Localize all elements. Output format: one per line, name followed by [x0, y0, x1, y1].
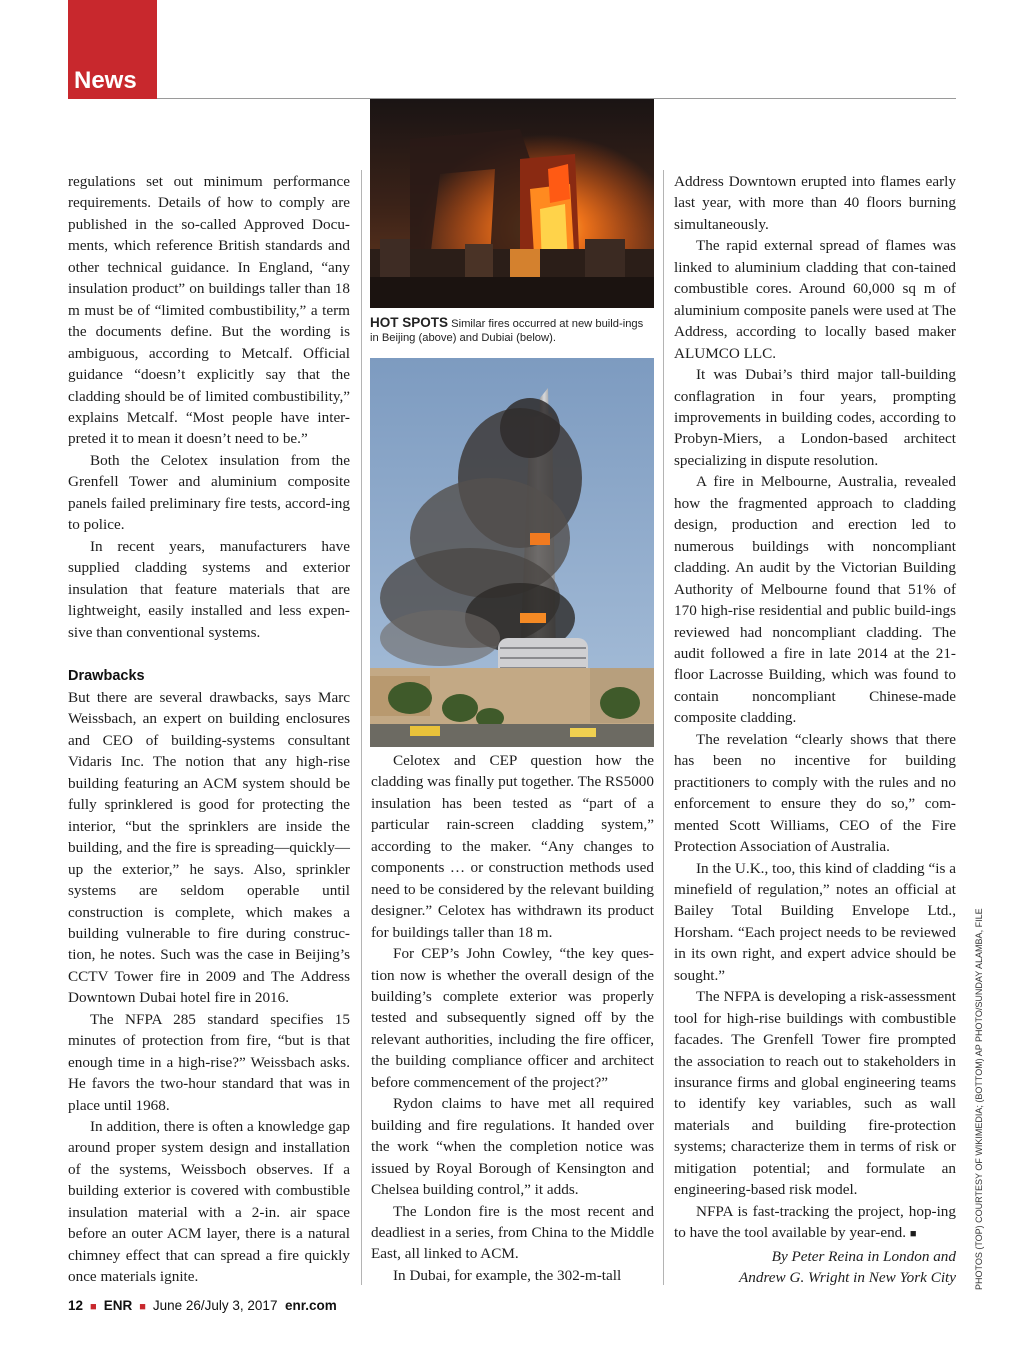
page-footer [68, 1298, 337, 1313]
paragraph: A fire in Melbourne, Australia, revealed how the fragmented approach to cladding design, production and erection led to numerous buildings with noncompliant cladding. An audit by the Victorian Building Authority of Melbourne found that 51% of 170 high-rise residential and public build-ings reviewed had noncompliant cladding. The audit followed a fire in late 2014 at the 21-floor Lacrosse Building, which was found to contain noncompliant Chinese-made composite cladding. [674, 473, 956, 727]
page-number: 12 [68, 1298, 84, 1313]
separator-icon: ■ [139, 1301, 146, 1313]
paragraph: In Dubai, for example, the 302-m-tall [393, 1266, 622, 1284]
paragraph: regulations set out minimum performance requirements. Details of how to comply are published in the so-called Approved Docu-ments, which reference British standards and other technical guidance. In England, “any insulation product” on buildings taller than 18 m must be of “limited combustibility,” a term the documents define. But the wording is ambiguous, according to Metcalf. Official guidance “doesn’t explicitly say that the cladding should be of limited combustibility,” explains Metcalf. “Most people have inter-preted it to mean it doesn’t need to be.” [68, 173, 350, 448]
paragraph: The revelation “clearly shows that there has been no incentive for building practitioners to comply with the rules and no enforcement to ensure they do so,” com-mented Scott Williams, CEO of the Fire Protection Association of Australia. [674, 730, 956, 856]
byline: Andrew G. Wright in New York City [739, 1269, 956, 1287]
magazine-name: ENR [103, 1298, 133, 1313]
end-mark-icon: ■ [909, 1228, 917, 1241]
paragraph: In recent years, manufacturers have supplied cladding systems and exterior insulation that feature materials that are lightweight, easily installed and less expen-sive than conventional systems. [68, 537, 350, 641]
paragraph: Celotex and CEP question how the cladding was finally put together. The RS5000 insulation has been tested as “part of a particular rain-screen cladding system,” according to the maker. “Any changes to components … or construction methods used need to be considered by the relevant building designer.” Celotex has withdrawn its product for buildings taller than 18 m. [371, 752, 654, 941]
paragraph: Rydon claims to have met all required building and fire regulations. It handed over the work “when the completion notice was issued by Royal Borough of Kensington and Chelsea building control,” it adds. [371, 1095, 654, 1199]
photo-credit: PHOTOS (TOP) COURTESY OF WIKIMEDIA; (BOTTOM) AP PHOTO/SUNDAY ALAMBA, FILE [974, 908, 984, 1290]
caption-text: Similar fires occurred at new build-ings in Beijing (above) and Dubiai (below). [370, 318, 644, 344]
paragraph: Both the Celotex insulation from the Grenfell Tower and aluminium composite panels failed preliminary fire tests, accord-ing to police. [68, 451, 350, 534]
paragraph: But there are several drawbacks, says Marc Weissbach, an expert on building enclosures and CEO of building-systems consultant Vidaris Inc. The notion that any high-rise building featuring an ACM system should be fully sprinklered is good for protecting the interior, “but the sprinklers are inside the building, and the fire is spreading—quickly—up the exterior,” he says. Also, sprinkler systems are seldom operable until construction is complete, which makes a building vulnerable to fire during construc-tion, he notes. Such was the case in Beijing’s CCTV Tower fire in 2009 and The Address Downtown Dubai hotel fire in 2016. [68, 688, 350, 1007]
issue-date: June 26/July 3, 2017 [152, 1298, 278, 1313]
caption-label: HOT SPOTS [370, 315, 449, 330]
article-column-3 [674, 171, 956, 1289]
paragraph: In addition, there is often a knowledge gap around proper system design and installation of the systems, Weissboch observes. If a building exterior is covered with combustible insulation material with a 2-in. air space before an outer ACM layer, there is a natural chimney effect that can spread a fire quickly once materials ignite. [68, 1118, 350, 1286]
paragraph: Address Downtown erupted into flames early last year, with more than 40 floors burning simultaneously. [674, 173, 956, 233]
byline: By Peter Reina in London and [771, 1247, 956, 1265]
column-divider [663, 170, 664, 1285]
paragraph: The London fire is the most recent and deadliest in a series, from China to the Middle East, all linked to ACM. [371, 1202, 654, 1263]
paragraph: The rapid external spread of flames was linked to aluminium cladding that con-tained combustible cores. Around 60,000 sq m of aluminium composite panels were used at The Address, according to locally based maker ALUMCO LLC. [674, 237, 956, 362]
article-column-2 [371, 750, 654, 1286]
section-tab [68, 0, 157, 99]
separator-icon: ■ [90, 1301, 97, 1313]
article-column-1 [68, 171, 350, 1288]
website: enr.com [284, 1298, 337, 1313]
paragraph [674, 1201, 956, 1246]
subhead: Drawbacks [68, 667, 145, 684]
section-label: News [74, 67, 137, 94]
dubai-fire-photo [370, 358, 654, 747]
paragraph: The NFPA is developing a risk-assessment tool for high-rise buildings with combustible facades. The Grenfell Tower fire prompted the association to reach out to stakeholders in insurance firms and global engineering teams to identify key variables, such as wall materials and building fire-protection systems; characterize them in terms of risk or mitigation potential; and formulate an engineering-based risk model. [674, 988, 956, 1199]
paragraph: In the U.K., too, this kind of cladding “is a minefield of regulation,” notes an official at Bailey Total Building Envelope Ltd., Horsham. “Each project needs to be reviewed in its own right, and expert advice should be sought.” [674, 859, 956, 984]
beijing-fire-photo [370, 99, 654, 308]
photo-caption [370, 316, 653, 345]
column-divider [361, 170, 362, 1285]
paragraph: For CEP’s John Cowley, “the key ques-tion now is whether the overall design of the building’s complete exterior was properly tested and subsequently signed off by the relevant authorities, including the fire officer, the building compliance officer and architect before commencement of the project?” [371, 945, 654, 1091]
closing-text: NFPA is fast-tracking the project, hop-ing to have the tool available by year-end. [674, 1202, 956, 1242]
paragraph: The NFPA 285 standard specifies 15 minutes of protection from fire, “but is that enough time in a high-rise?” Weissbach asks. He favors the two-hour standard that was in place until 1968. [68, 1010, 350, 1114]
paragraph: It was Dubai’s third major tall-building conflagration in four years, prompting improvements in building codes, according to Probyn-Miers, a London-based architect specializing in dispute resolution. [674, 366, 956, 469]
